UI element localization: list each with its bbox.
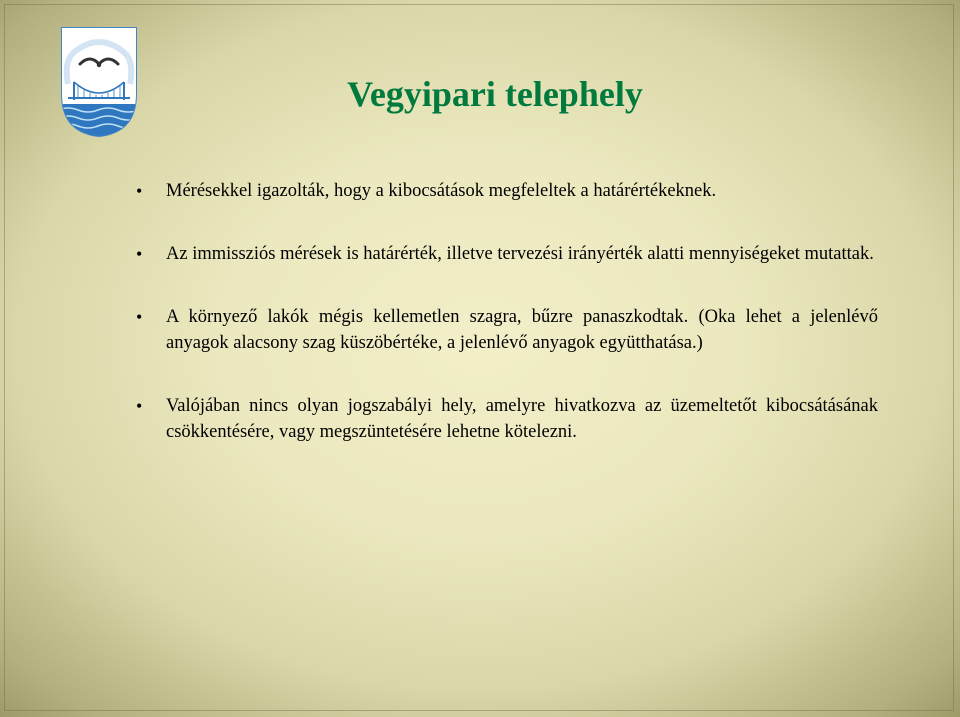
bullet-item <box>136 393 878 445</box>
bullet-dot-icon: • <box>136 181 143 201</box>
bullet-text: Valójában nincs olyan jogszabályi hely, amelyre hivatkozva az üzemeltetőt kibocsátásának csökkentésére, vagy megszüntetésére lehetne kötelezni. <box>166 396 878 442</box>
bullet-text: Mérésekkel igazolták, hogy a kibocsátások megfeleltek a határértékeknek. <box>166 181 717 201</box>
bullet-dot-icon: • <box>136 244 143 264</box>
bullet-text: A környező lakók mégis kellemetlen szagra, bűzre panaszkodtak. (Oka lehet a jelenlévő anyagok alacsony szag küszöbértéke, a jelenlévő anyagok együtthatása.) <box>166 307 878 353</box>
bullet-dot-icon: • <box>136 396 143 416</box>
seagull-bridge-seal-icon <box>58 24 140 138</box>
bullet-list <box>136 178 878 445</box>
bullet-item <box>136 304 878 356</box>
slide-title: Vegyipari telephely <box>347 74 643 114</box>
bullet-item <box>136 178 878 204</box>
bullet-item <box>136 241 878 267</box>
bullet-dot-icon: • <box>136 307 143 327</box>
bullet-text: Az immissziós mérések is határérték, illetve tervezési irányérték alatti mennyiségeket mutattak. <box>166 244 874 264</box>
